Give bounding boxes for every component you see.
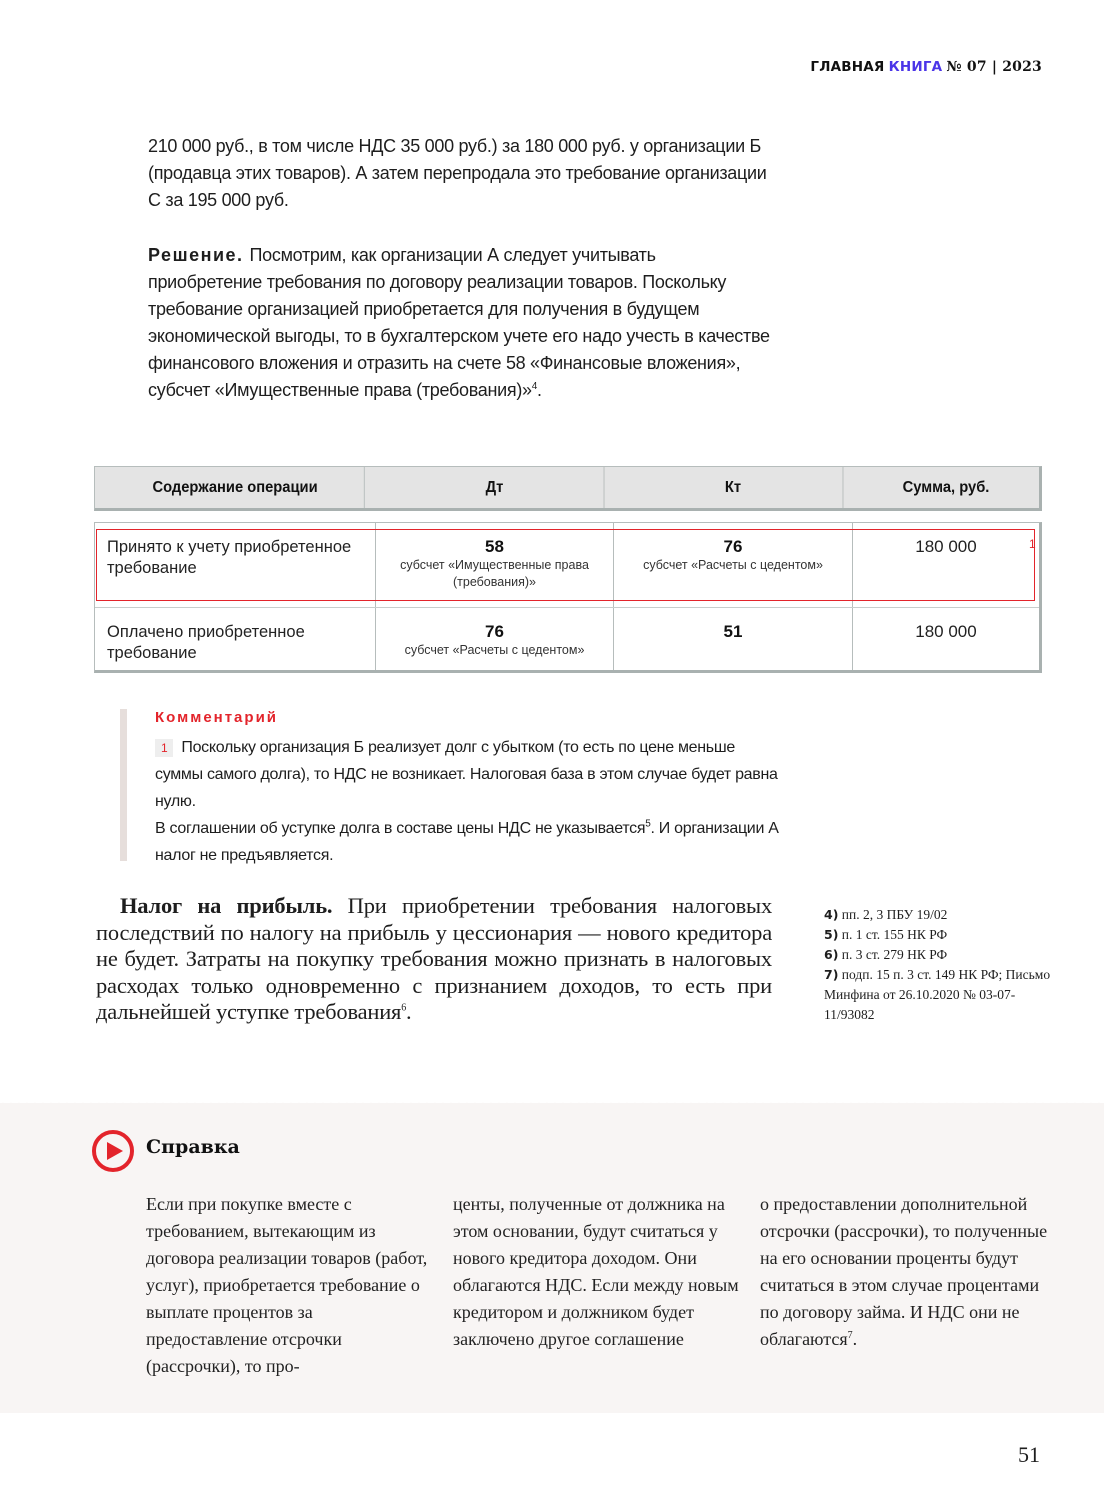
magazine-title-part2: КНИГА bbox=[888, 59, 943, 75]
credit-cell bbox=[614, 523, 853, 607]
footnote-item: 5) п. 1 ст. 155 НК РФ bbox=[824, 927, 948, 942]
play-circle-icon bbox=[92, 1130, 134, 1172]
comment-badge: 1 bbox=[155, 739, 173, 757]
footnote-item: 6) п. 3 ст. 279 НК РФ bbox=[824, 947, 948, 962]
reference-column-2: центы, полученные от должника на этом основании, будут считаться у нового кредитора доходом. Они облагаются НДС. Если между новым кредитором и должником будет заключено другое соглашение bbox=[453, 1194, 739, 1349]
profit-tax-paragraph: Налог на прибыль. При приобретении требования налоговых последствий по налогу на прибыль у цессионария — нового кредитора не будет. Затраты на покупку требования можно признать в налоговых расходах только одновременно с признанием доходов, то есть при дальнейшей уступке требования$^6$. bbox=[96, 893, 773, 1024]
table-row bbox=[95, 607, 1039, 670]
header-amount: Сумма, руб. bbox=[902, 478, 990, 496]
magazine-header bbox=[810, 58, 1042, 75]
credit-cell bbox=[614, 608, 853, 670]
intro-paragraph: 210 000 руб., в том числе НДС 35 000 руб.) за 180 000 руб. у организации Б (продавца этих товаров). А затем перепродала это требование организации С за 195 000 руб. bbox=[148, 136, 767, 210]
debit-account: 58 bbox=[485, 537, 504, 556]
solution-lead: Решение. bbox=[148, 245, 244, 265]
header-debit: Дт bbox=[386, 467, 605, 508]
solution-paragraph: Решение. Посмотрим, как организации А следует учитывать приобретение требования по договору реализации товаров. Поскольку требование организацией приобретается для получения в будущем экономической выгоды, то в бухгалтерском учете его надо учесть в качестве финансового вложения и отразить на счете 58 «Финансовые вложения», субсчет «Имущественные права (требования)»$^4$. bbox=[148, 245, 770, 400]
debit-subaccount: субсчет «Имущественные права (требования)» bbox=[400, 558, 589, 589]
comment-title: Комментарий bbox=[155, 709, 279, 726]
profit-tax-lead: Налог на прибыль. bbox=[120, 893, 333, 918]
footnote-ref[interactable]: 7 bbox=[847, 1330, 853, 1341]
page-number: 51 bbox=[1018, 1442, 1040, 1467]
footnote-ref[interactable]: 6 bbox=[401, 1002, 407, 1014]
accounting-table bbox=[94, 522, 1042, 673]
comment-block bbox=[120, 709, 780, 864]
solution-text: Посмотрим, как организации А следует учитывать приобретение требования по договору реализации товаров. Поскольку требование организацией приобретается для получения в будущем экономической выгоды, то в бухгалтерском учете его надо учесть в качестве финансового вложения и отразить на счете 58 «Финансовые вложения», субсчет «Имущественные права (требования)» bbox=[148, 245, 770, 400]
credit-account: 76 bbox=[723, 537, 743, 556]
reference-column-1: Если при покупке вместе с требованием, вытекающим из договора реализации товаров (работ, услуг), приобретается требование о выплате процентов за предоставление отсрочки (рассрочки), то про- bbox=[146, 1194, 428, 1376]
operation-cell: Оплачено приобретенное требование bbox=[95, 608, 376, 670]
table-row bbox=[95, 523, 1039, 607]
header-credit: Кт bbox=[624, 467, 844, 508]
amount-cell: 180 000 bbox=[915, 537, 977, 556]
footnote-item: 4) пп. 2, 3 ПБУ 19/02 bbox=[824, 907, 948, 922]
header-operation: Содержание операции bbox=[106, 467, 365, 508]
highlight-marker: 1 bbox=[1029, 537, 1036, 551]
debit-cell bbox=[376, 523, 614, 607]
footnote-ref[interactable]: 5 bbox=[645, 818, 651, 830]
issue-number: № 07 | 2023 bbox=[946, 59, 1042, 75]
operation-cell: Принято к учету приобретенное требование bbox=[95, 523, 376, 607]
credit-subaccount: субсчет «Расчеты с цедентом» bbox=[643, 558, 823, 572]
reference-column-3: о предоставлении дополнительной отсрочки (рассрочки), то полученные на его основании проценты будут считаться в этом случае процентами по договору займа. И НДС они не облагаются$^7$. bbox=[760, 1194, 1048, 1349]
debit-subaccount: субсчет «Расчеты с цедентом» bbox=[404, 643, 585, 657]
debit-account: 76 bbox=[485, 622, 504, 641]
footnote-ref[interactable]: 4 bbox=[531, 381, 538, 392]
comment-text: 1 Поскольку организация Б реализует долг с убытком (то есть по цене меньше суммы самого долга), то НДС не возникает. Налоговая база в этом случае будет равна нулю. В соглашении об уступке долга в составе цены НДС не указывается$^5$. И организации А налог не предъявляется. bbox=[155, 739, 779, 864]
magazine-title-part1: ГЛАВНАЯ bbox=[810, 59, 885, 75]
credit-account: 51 bbox=[723, 622, 743, 641]
debit-cell bbox=[376, 608, 614, 670]
amount-cell: 180 000 bbox=[915, 622, 977, 641]
footnote-item: 7) подп. 15 п. 3 ст. 149 НК РФ; Письмо Минфина от 26.10.2020 № 03-07-11/93082 bbox=[824, 967, 1051, 1022]
reference-title: Справка bbox=[146, 1136, 240, 1158]
footnotes bbox=[824, 905, 1054, 1025]
table-header bbox=[94, 466, 1042, 511]
